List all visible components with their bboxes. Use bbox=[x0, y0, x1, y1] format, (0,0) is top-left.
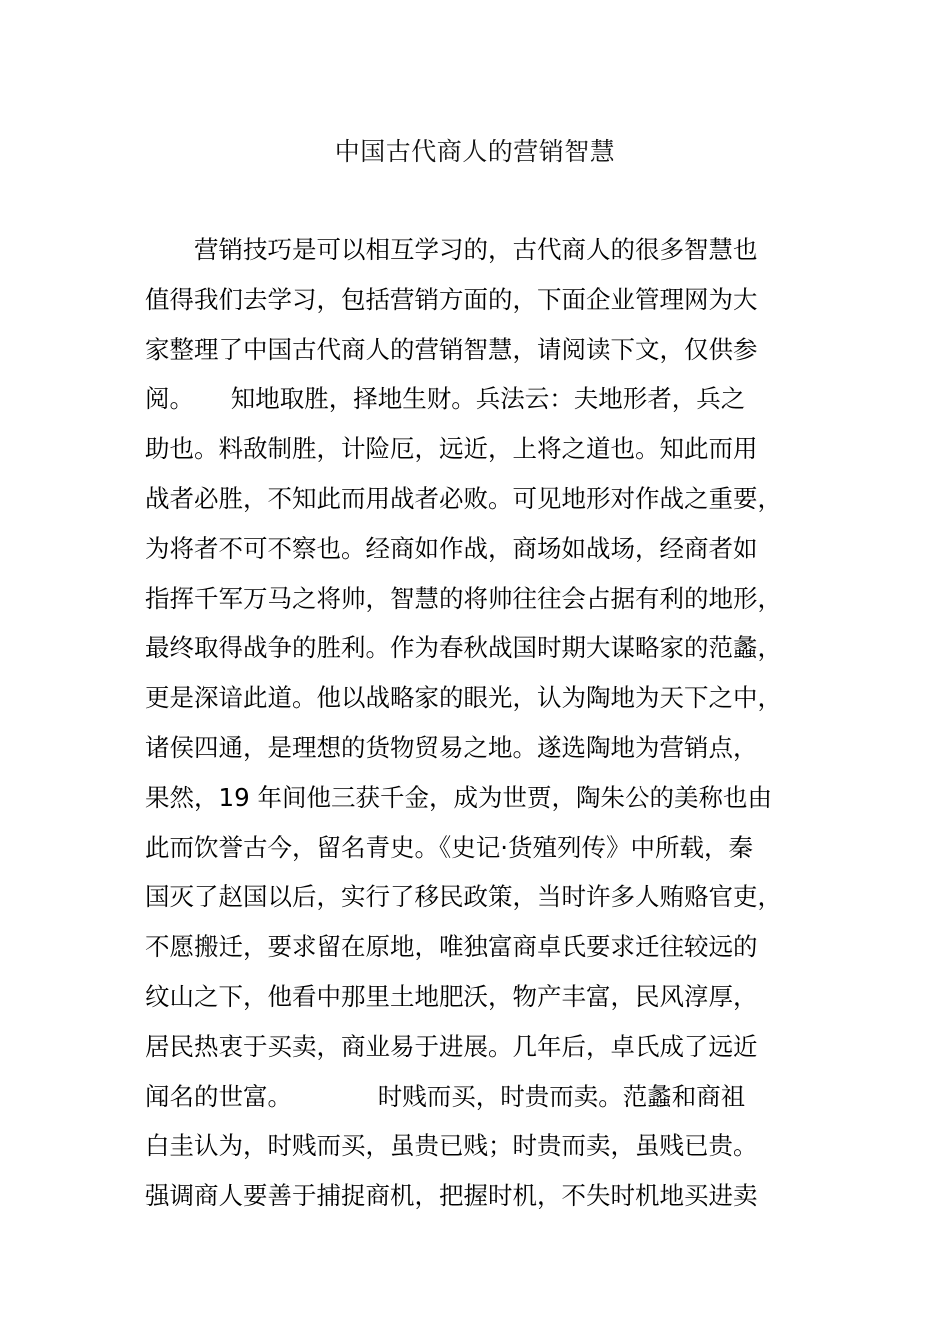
body-line-6: 战者必胜，不知此而用战者必败。可见地形对作战之重要， bbox=[145, 483, 782, 513]
body-line-18: 闻名的世富。 时贱而买，时贵而卖。范蠡和商祖 bbox=[145, 1081, 746, 1111]
body-line-3: 家整理了中国古代商人的营销智慧，请阅读下文，仅供参 bbox=[145, 334, 758, 364]
body-line-15: 不愿搬迁，要求留在原地，唯独富商卓氏要求迁往较远的 bbox=[145, 932, 758, 962]
body-line-5: 助也。料敌制胜，计险厄，远近，上将之道也。知此而用 bbox=[145, 434, 758, 464]
body-line-17: 居民热衷于买卖，商业易于进展。几年后，卓氏成了远近 bbox=[145, 1031, 758, 1061]
body-line-10: 更是深谙此道。他以战略家的眼光，认为陶地为天下之中， bbox=[145, 683, 782, 713]
body-line-7: 为将者不可不察也。经商如作战，商场如战场，经商者如 bbox=[145, 533, 758, 563]
body-line-4: 阅。 知地取胜，择地生财。兵法云：夫地形者，兵之 bbox=[145, 384, 746, 414]
body-line-13: 此而饮誉古今，留名青史。《史记·货殖列传》中所载，秦 bbox=[145, 832, 754, 862]
body-line-20: 强调商人要善于捕捉商机，把握时机，不失时机地买进卖 bbox=[145, 1181, 758, 1211]
body-line-11: 诸侯四通，是理想的货物贸易之地。遂选陶地为营销点， bbox=[145, 732, 758, 762]
body-line-1: 营销技巧是可以相互学习的，古代商人的很多智慧也 bbox=[145, 235, 758, 264]
document-title: 中国古代商人的营销智慧 bbox=[334, 137, 616, 166]
body-line-16: 纹山之下，他看中那里土地肥沃，物产丰富，民风淳厚， bbox=[145, 981, 758, 1011]
body-line-12: 果然，19 年间他三获千金，成为世贾，陶朱公的美称也由 bbox=[145, 782, 772, 812]
document-body bbox=[145, 225, 805, 1221]
body-line-2: 值得我们去学习，包括营销方面的，下面企业管理网为大 bbox=[145, 284, 758, 314]
body-line-9: 最终取得战争的胜利。作为春秋战国时期大谋略家的范蠡， bbox=[145, 633, 782, 663]
body-line-14: 国灭了赵国以后，实行了移民政策，当时许多人贿赂官吏， bbox=[145, 882, 782, 912]
body-line-19: 白圭认为，时贱而买，虽贵已贱；时贵而卖，虽贱已贵。 bbox=[145, 1131, 758, 1161]
body-line-8: 指挥千军万马之将帅，智慧的将帅往往会占据有利的地形， bbox=[145, 583, 782, 613]
